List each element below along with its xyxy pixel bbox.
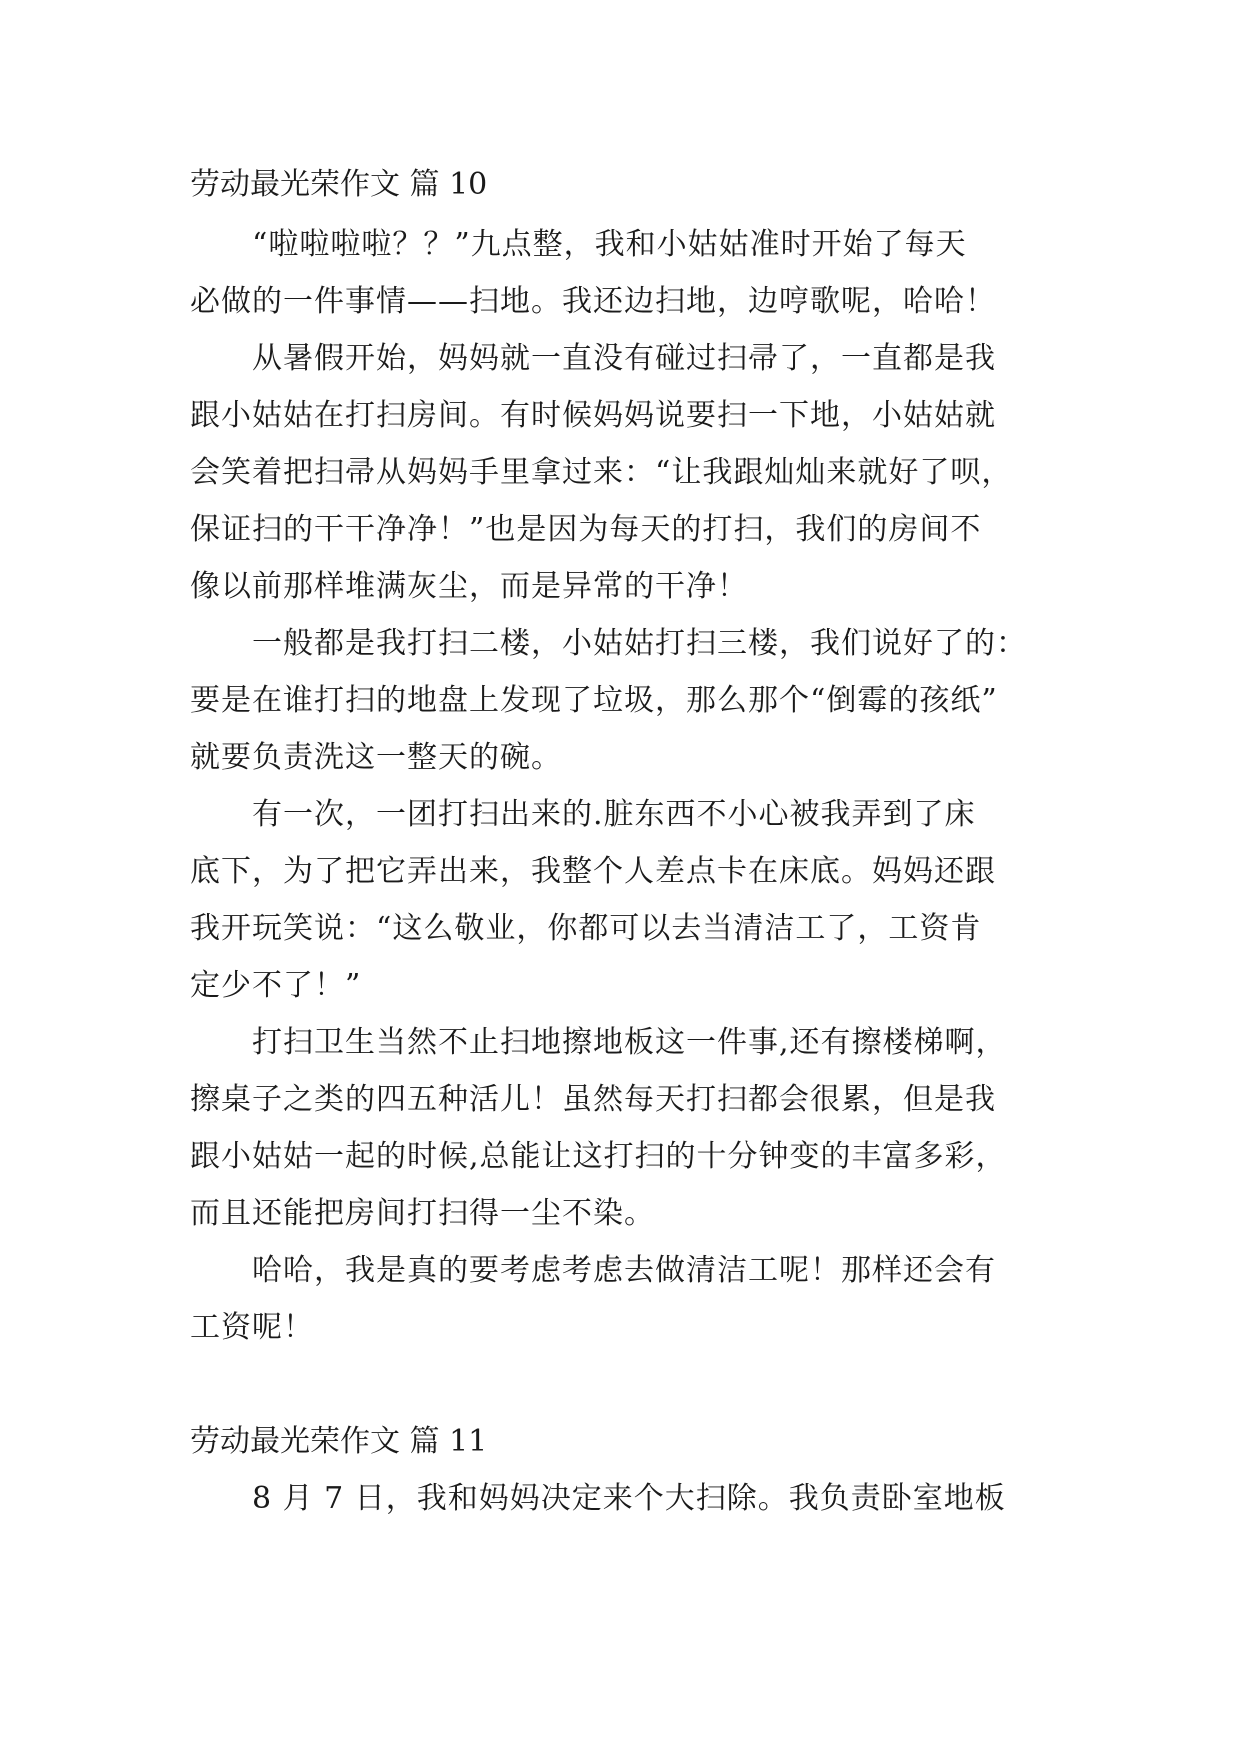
paragraph-line: 跟小姑姑一起的时候,总能让这打扫的十分钟变的丰富多彩， xyxy=(190,1139,1007,1174)
paragraph-line: 要是在谁打扫的地盘上发现了垃圾，那么那个“倒霉的孩纸” xyxy=(190,683,998,718)
paragraph-line: 一般都是我打扫二楼，小姑姑打扫三楼，我们说好了的： xyxy=(252,626,1027,661)
paragraph-line: 我开玩笑说：“这么敬业，你都可以去当清洁工了，工资肯 xyxy=(190,911,982,946)
paragraph-line: 工资呢！ xyxy=(190,1310,314,1345)
section-heading: 劳动最光荣作文 篇 11 xyxy=(190,1424,488,1459)
paragraph-line: 必做的一件事情——扫地。我还边扫地，边哼歌呢，哈哈！ xyxy=(190,284,996,319)
paragraph-line: 底下，为了把它弄出来，我整个人差点卡在床底。妈妈还跟 xyxy=(190,854,996,889)
paragraph-line: 有一次，一团打扫出来的.脏东西不小心被我弄到了床 xyxy=(252,797,976,832)
paragraph-line: 保证扫的干干净净！”也是因为每天的打扫，我们的房间不 xyxy=(190,512,982,547)
paragraph-line: 会笑着把扫帚从妈妈手里拿过来：“让我跟灿灿来就好了呗， xyxy=(190,455,1013,490)
paragraph-line: 从暑假开始，妈妈就一直没有碰过扫帚了，一直都是我 xyxy=(252,341,996,376)
paragraph-line: 跟小姑姑在打扫房间。有时候妈妈说要扫一下地，小姑姑就 xyxy=(190,398,996,433)
paragraph-line: 擦桌子之类的四五种活儿！虽然每天打扫都会很累，但是我 xyxy=(190,1082,996,1117)
paragraph-line: 像以前那样堆满灰尘，而是异常的干净！ xyxy=(190,569,748,604)
paragraph-line: 定少不了！” xyxy=(190,968,362,1003)
section-heading: 劳动最光荣作文 篇 10 xyxy=(190,167,488,202)
paragraph-line: 而且还能把房间打扫得一尘不染。 xyxy=(190,1196,655,1231)
paragraph-line: 8 月 7 日，我和妈妈决定来个大扫除。我负责卧室地板 xyxy=(252,1481,1006,1516)
paragraph-line: 哈哈，我是真的要考虑考虑去做清洁工呢！那样还会有 xyxy=(252,1253,996,1288)
paragraph-line: 就要负责洗这一整天的碗。 xyxy=(190,740,562,775)
paragraph-line: “啦啦啦啦？？”九点整，我和小姑姑准时开始了每天 xyxy=(252,227,967,262)
paragraph-line: 打扫卫生当然不止扫地擦地板这一件事,还有擦楼梯啊， xyxy=(252,1025,1007,1060)
